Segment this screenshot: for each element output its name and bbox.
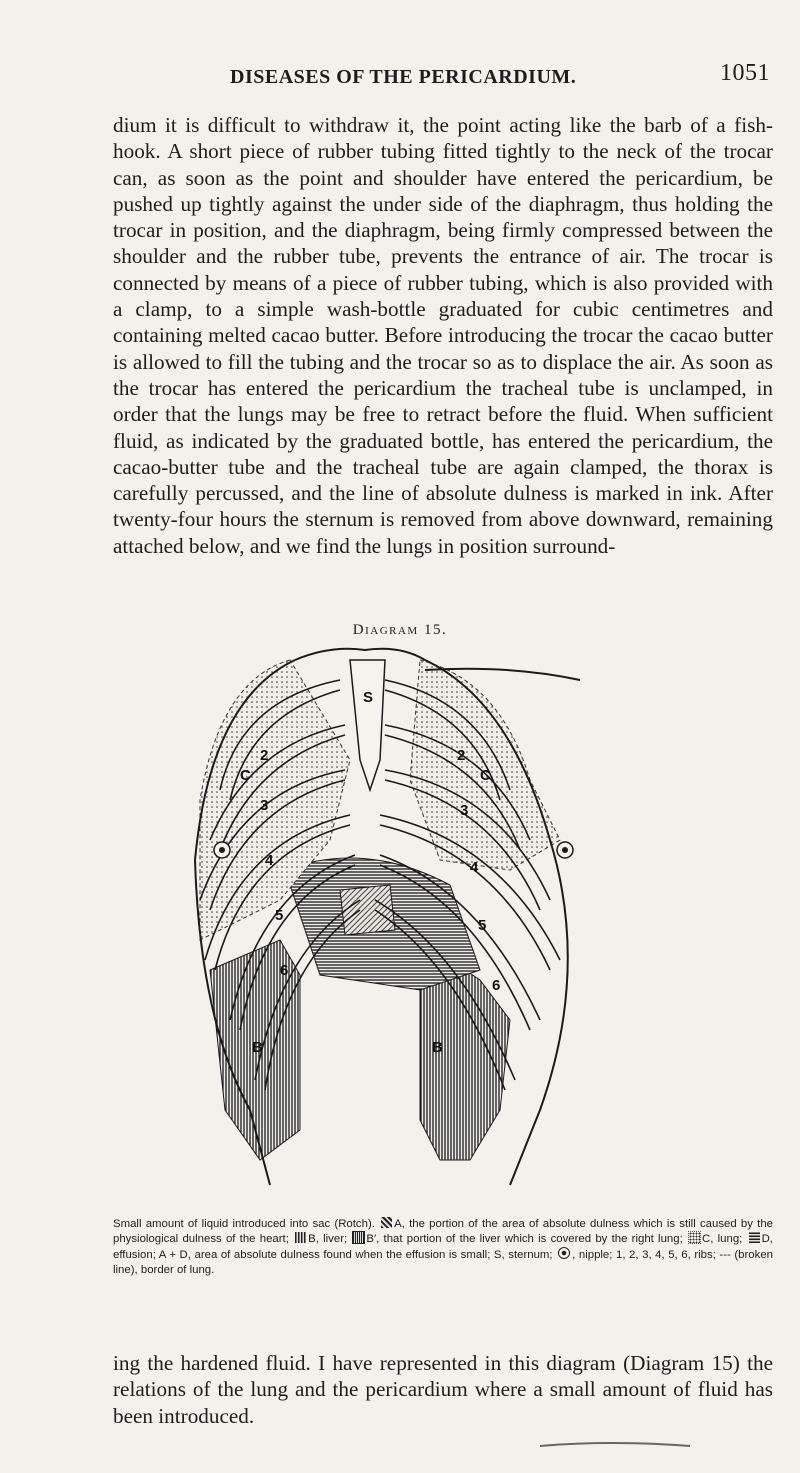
chapter-title: DISEASES OF THE PERICARDIUM. bbox=[230, 66, 577, 88]
thorax-diagram bbox=[180, 640, 610, 1195]
caption-n: , nipple; 1, 2, 3, 4, 5, 6, ribs; --- (broken line), border of lung. bbox=[113, 1249, 773, 1276]
rib-label-right-5: 5 bbox=[478, 917, 487, 934]
nipple-icon bbox=[558, 1247, 570, 1259]
rib-label-right-2: 2 bbox=[457, 747, 466, 764]
caption-bp: B′, that portion of the liver which is covered by the right lung; bbox=[366, 1233, 683, 1245]
heart-dulness-swatch-icon bbox=[381, 1217, 392, 1228]
rib-label-left-5: 5 bbox=[275, 907, 284, 924]
closing-text bbox=[113, 1350, 773, 1429]
nipple-right-icon bbox=[557, 842, 573, 858]
rib-label-right-6: 6 bbox=[492, 977, 501, 994]
rib-label-right-4: 4 bbox=[470, 859, 479, 876]
page-number: 1051 bbox=[720, 60, 770, 86]
label-lung-right: C bbox=[480, 767, 491, 784]
liver-swatch-icon bbox=[295, 1232, 306, 1243]
caption-c: C, lung; bbox=[702, 1233, 743, 1245]
figure-caption bbox=[113, 1217, 773, 1278]
label-lung-left: C bbox=[240, 767, 251, 784]
rib-label-right-3: 3 bbox=[460, 802, 469, 819]
rib-label-left-4: 4 bbox=[265, 852, 274, 869]
effusion-swatch-icon bbox=[749, 1232, 760, 1243]
body-paragraph: dium it is difficult to withdraw it, the point acting like the barb of a fish-hook. A short piece of rubber tubing fitted tightly to the neck of the trocar can, as soon as the point and shoulder have entered the pericardium, be pushed up tightly against the under side of the diaphragm, thus holding the trocar in position, and the diaphragm, being firmly compressed between the shoulder and the rubber tube, prevents the entrance of air. The trocar is connected by means of a piece of rubber tubing, which is also provided with a clamp, to a simple wash-bottle graduated for cubic centimetres and containing melted cacao butter. Before introducing the trocar the cacao butter is allowed to fill the tubing and the trocar so as to displace the air. As soon as the trocar has entered the pericardium the tracheal tube is unclamped, in order that the lungs may be free to retract before the fluid. When sufficient fluid, as indicated by the graduated bottle, has entered the pericardium, the cacao-butter tube and the tracheal tube are again clamped, the thorax is carefully percussed, and the line of absolute dulness is marked in ink. After twenty-four hours the sternum is removed from above downward, remaining attached below, and we find the lungs in position surround- bbox=[113, 113, 773, 558]
closing-paragraph: ing the hardened fluid. I have represented in this diagram (Diagram 15) the relations of the lung and the pericardium where a small amount of fluid has been introduced. bbox=[113, 1351, 773, 1428]
caption-a: A, the portion of the area of absolute dulness which is still caused by the physiological dulness of the heart; bbox=[113, 1218, 773, 1245]
diagram-title: Diagram 15. bbox=[352, 622, 448, 638]
body-text bbox=[113, 112, 773, 559]
rib-label-left-2: 2 bbox=[260, 747, 269, 764]
thorax-svg bbox=[180, 640, 610, 1195]
label-liver-covered: B bbox=[252, 1039, 263, 1056]
sternum bbox=[350, 660, 385, 790]
label-sternum: S bbox=[363, 689, 374, 706]
label-liver: B bbox=[432, 1039, 443, 1056]
rib-label-left-6: 6 bbox=[280, 962, 289, 979]
nipple-left-icon bbox=[214, 842, 230, 858]
covered-liver-swatch-icon bbox=[353, 1232, 364, 1243]
caption-ad: A + D, area of absolute dulness found when the effusion is small; S, sternum; bbox=[158, 1249, 553, 1261]
rib-label-left-3: 3 bbox=[260, 797, 269, 814]
caption-intro: Small amount of liquid introduced into sac (Rotch). bbox=[113, 1218, 375, 1230]
lung-swatch-icon bbox=[689, 1232, 700, 1243]
page-edge-mark bbox=[540, 1440, 690, 1450]
caption-d: D, effusion; bbox=[113, 1233, 773, 1261]
area-a bbox=[340, 885, 395, 935]
caption-b: B, liver; bbox=[308, 1233, 348, 1245]
